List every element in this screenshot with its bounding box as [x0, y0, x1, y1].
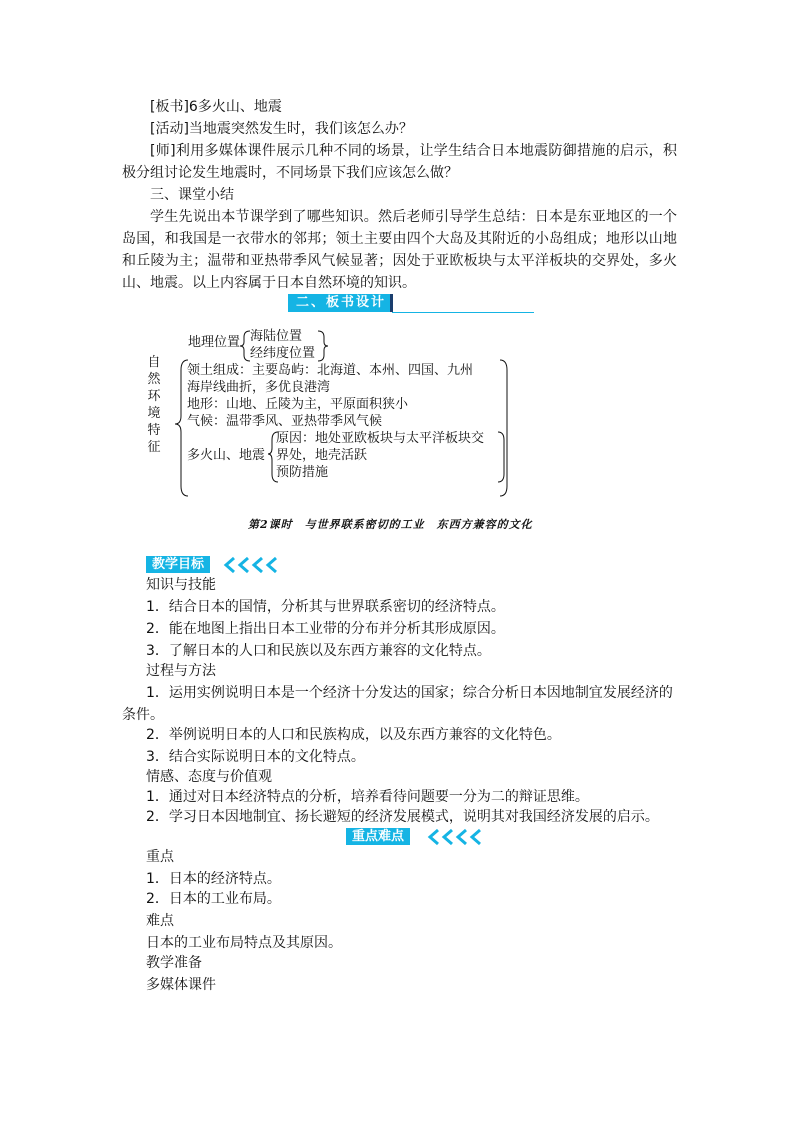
diagram-root-label: 自然环境特征	[147, 355, 161, 455]
key-heading: 重点	[146, 849, 174, 865]
key-item-2: 2．日本的工业布局。	[146, 891, 281, 907]
knowledge-heading: 知识与技能	[146, 577, 216, 593]
teacher-paragraph: [师]利用多媒体课件展示几种不同的场景，让学生结合日本地震防御措施的启示，积极分组讨论发生地震时，不同场景下我们应该怎么做？	[122, 143, 677, 181]
knowledge-item-1: 1．结合日本的国情，分析其与世界联系密切的经济特点。	[146, 599, 505, 615]
volcano-label: 多火山、地震	[187, 448, 266, 463]
climate-line: 气候：温带季风、亚热带季风气候	[187, 414, 383, 429]
prevention-line: 预防措施	[276, 465, 329, 480]
diagram-brackets	[0, 0, 794, 520]
geo-position-label: 地理位置	[188, 335, 241, 350]
process-item-1b: 条件。	[122, 707, 164, 723]
emotion-item-2: 2．学习日本因地制宜、扬长避短的经济发展模式，说明其对我国经济发展的启示。	[146, 809, 659, 825]
emotion-item-1: 1．通过对日本经济特点的分析，培养看待问题要一分为二的辩证思维。	[146, 789, 589, 805]
difficulty-item-1: 日本的工业布局特点及其原因。	[146, 935, 342, 951]
process-item-3: 3．结合实际说明日本的文化特点。	[146, 749, 365, 765]
key-item-1: 1．日本的经济特点。	[146, 871, 281, 887]
board-design-banner: 二、板书设计	[288, 294, 392, 312]
cause-line-1: 原因：地处亚欧板块与太平洋板块交	[276, 431, 485, 446]
emotion-heading: 情感、态度与价值观	[146, 769, 272, 785]
teaching-goals-tag: 教学目标	[146, 556, 210, 573]
process-item-1a: 1．运用实例说明日本是一个经济十分发达的国家；综合分析日本因地制宜发展经济的	[146, 685, 673, 701]
key-points-tag: 重点难点	[346, 828, 410, 845]
section-heading-summary: 三、课堂小结	[150, 187, 234, 203]
process-item-2: 2．举例说明日本的人口和民族构成，以及东西方兼容的文化特色。	[146, 727, 561, 743]
lesson2-subtitle: 第2课时 与世界联系密切的工业 东西方兼容的文化	[248, 518, 533, 531]
sea-land-position: 海陆位置	[250, 329, 303, 344]
knowledge-item-2: 2．能在地图上指出日本工业带的分布并分析其形成原因。	[146, 621, 505, 637]
process-heading: 过程与方法	[146, 663, 216, 679]
knowledge-item-3: 3．了解日本的人口和民族以及东西方兼容的文化特点。	[146, 643, 491, 659]
board-note-line: [板书]6多火山、地震	[150, 99, 282, 115]
prep-heading: 教学准备	[146, 955, 202, 971]
prep-item-1: 多媒体课件	[146, 977, 216, 993]
cause-line-2: 界处，地壳活跃	[276, 448, 368, 463]
lat-lon-position: 经纬度位置	[250, 346, 316, 361]
activity-line: [活动]当地震突然发生时，我们该怎么办？	[150, 121, 413, 137]
summary-paragraph: 学生先说出本节课学到了哪些知识。然后老师引导学生总结：日本是东亚地区的一个岛国，和我国是一衣带水的邻邦；领土主要由四个大岛及其附近的小岛组成；地形以山地和丘陵为主；温带和亚热带季风气候显著；因处于亚欧板块与太平洋板块的交界处，多火山、地震。以上内容属于日本自然环境的知识。	[122, 209, 677, 291]
territory-line: 领土组成：主要岛屿：北海道、本州、四国、九州	[187, 363, 474, 378]
terrain-line: 地形：山地、丘陵为主，平原面积狭小	[187, 397, 409, 412]
chevron-double-left-icon	[220, 555, 290, 575]
difficulty-heading: 难点	[146, 913, 174, 929]
coast-line: 海岸线曲折，多优良港湾	[187, 380, 331, 395]
chevron-double-left-icon	[424, 827, 494, 847]
